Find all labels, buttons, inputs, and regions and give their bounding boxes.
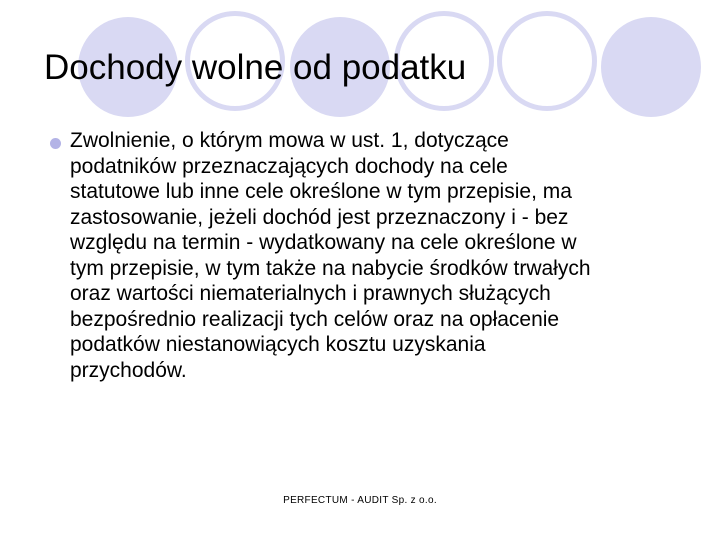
decorative-circle-ring (497, 11, 597, 111)
bullet-item (44, 128, 684, 383)
bullet-text: Zwolnienie, o którym mowa w ust. 1, dotyczące podatników przeznaczających dochody na cele statutowe lub inne cele określone w tym przepisie, ma zastosowanie, jeżeli dochód jest przeznaczony i - bez względu na termin - wydatkowany na cele określone w tym przepisie, w tym także na nabycie środków trwałych oraz wartości niematerialnych i prawnych służących bezpośrednio realizacji tych celów oraz na opłacenie podatków niestanowiących kosztu uzyskania przychodów. (70, 129, 591, 382)
decorative-circle-filled (601, 17, 701, 117)
bullet-list (44, 128, 684, 383)
slide-title: Dochody wolne od podatku (44, 48, 467, 87)
slide-footer: PERFECTUM - AUDIT Sp. z o.o. (283, 495, 437, 506)
bullet-dot-icon (50, 138, 61, 149)
